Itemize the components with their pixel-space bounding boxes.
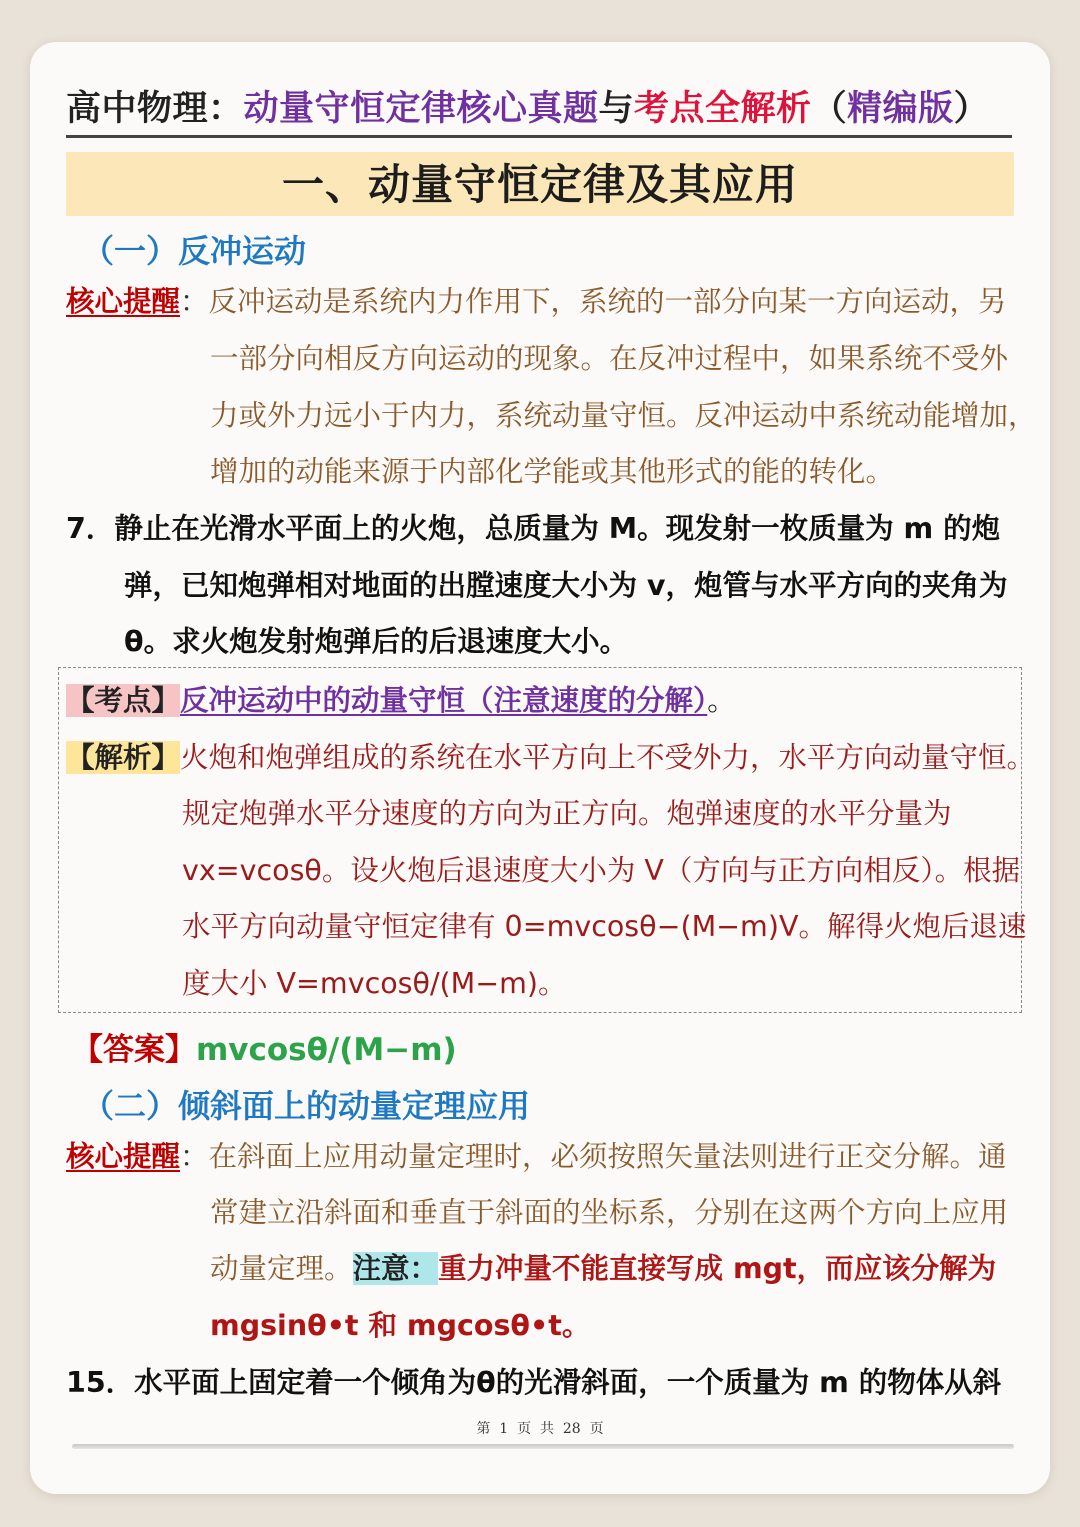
knowledge-point-tag: 【考点】 — [66, 684, 181, 717]
analysis-tag: 【解析】 — [66, 741, 181, 774]
analysis-line-4: 水平方向动量守恒定律有 0=mvcosθ−(M−m)V。解得火炮后退速 — [182, 910, 1027, 943]
tip1-line-4: 增加的动能来源于内部化学能或其他形式的能的转化。 — [210, 455, 895, 488]
question-15-line-1: 15．水平面上固定着一个倾角为θ的光滑斜面，一个质量为 m 的物体从斜 — [66, 1366, 1002, 1399]
tip1-colon: ： — [180, 285, 209, 318]
document-title — [66, 86, 1012, 138]
question-7-line-3: θ。求火炮发射炮弹后的后退速度大小。 — [124, 625, 629, 658]
question-7-line-2: 弹，已知炮弹相对地面的出膛速度大小为 v，炮管与水平方向的夹角为 — [124, 569, 1008, 602]
analysis-line-2: 规定炮弹水平分速度的方向为正方向。炮弹速度的水平分量为 — [182, 797, 952, 830]
tip2-line-3 — [210, 1249, 996, 1289]
tip1-line-3: 力或外力远小于内力，系统动量守恒。反冲运动中系统动能增加， — [210, 399, 1037, 432]
tip1-text-1: 反冲运动是系统内力作用下，系统的一部分向某一方向运动，另 — [208, 285, 1007, 318]
page-number: 第 1 页 共 28 页 — [476, 1421, 604, 1437]
note-tag: 注意： — [352, 1252, 439, 1285]
tip2-colon: ： — [180, 1140, 209, 1173]
title-and: 与 — [598, 89, 635, 129]
knowledge-point-line — [66, 681, 736, 721]
footer-divider — [72, 1444, 1014, 1449]
tip2-line-2: 常建立沿斜面和垂直于斜面的坐标系，分别在这两个方向上应用 — [210, 1196, 1009, 1229]
tip2-text-3: 动量定理。 — [210, 1252, 353, 1285]
section-banner: 一、动量守恒定律及其应用 — [66, 152, 1014, 216]
title-paren-close: ） — [953, 89, 990, 129]
tip1-label: 核心提醒 — [66, 285, 181, 318]
answer-tag: 【答案】 — [72, 1032, 196, 1068]
tip1-line-1 — [66, 282, 1007, 322]
tip1-line-2: 一部分向相反方向运动的现象。在反冲过程中，如果系统不受外 — [210, 342, 1009, 375]
title-topic: 动量守恒定律核心真题 — [243, 89, 599, 129]
analysis-line-1 — [66, 738, 1035, 778]
subsection-heading-2: （二）倾斜面上的动量定理应用 — [82, 1087, 531, 1125]
knowledge-point-text: 反冲运动中的动量守恒（注意速度的分解） — [180, 684, 708, 717]
title-prefix: 高中物理： — [66, 89, 244, 129]
question-7-line-1: 7．静止在光滑水平面上的火炮，总质量为 M。现发射一枚质量为 m 的炮 — [66, 512, 1001, 545]
knowledge-point-end: 。 — [707, 684, 736, 717]
tip2-text-1: 在斜面上应用动量定理时，必须按照矢量法则进行正交分解。通 — [208, 1140, 1007, 1173]
tip2-line-1 — [66, 1137, 1007, 1177]
title-edition: 精编版 — [847, 89, 954, 129]
title-paren-open: （ — [811, 89, 848, 129]
title-analysis: 考点全解析 — [634, 89, 812, 129]
tip2-label: 核心提醒 — [66, 1140, 181, 1173]
note-text-1: 重力冲量不能直接写成 mgt，而应该分解为 — [438, 1252, 997, 1285]
answer-value: mvcosθ/(M−m) — [196, 1032, 457, 1068]
answer-line — [72, 1024, 457, 1069]
analysis-line-5: 度大小 V=mvcosθ/(M−m)。 — [182, 967, 567, 1000]
note-text-2: mgsinθ•t 和 mgcosθ•t。 — [210, 1309, 591, 1342]
analysis-line-3: vx=vcosθ。设火炮后退速度大小为 V（方向与正方向相反）。根据 — [182, 854, 1021, 887]
tip2-line-4 — [210, 1306, 590, 1346]
subsection-heading-1: （一）反冲运动 — [82, 232, 307, 270]
analysis-text-1: 火炮和炮弹组成的系统在水平方向上不受外力，水平方向动量守恒。 — [180, 741, 1036, 774]
